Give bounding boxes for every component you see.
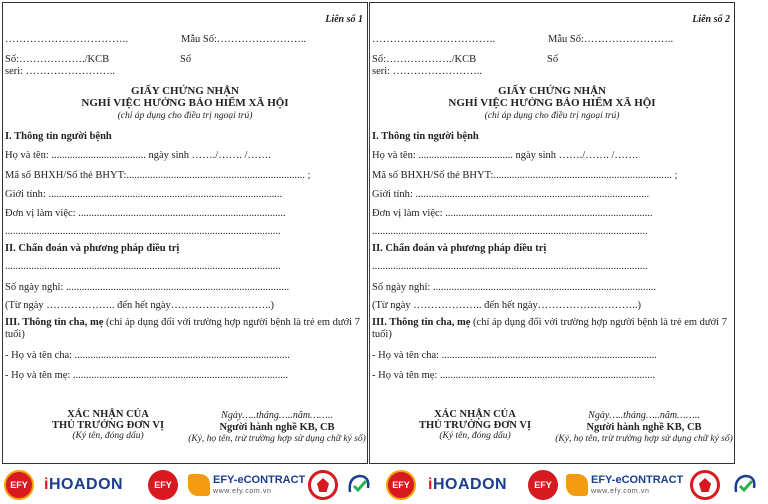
econtract-url: www.efy.com.vn bbox=[213, 488, 272, 495]
section-patient-info: I. Thông tin người bệnh bbox=[5, 131, 112, 142]
unit-head-title: THỦ TRƯỞNG ĐƠN VỊ bbox=[418, 420, 532, 431]
patient-name-field: Họ và tên: .................................... ngày sinh ……./……. /……. bbox=[5, 150, 271, 161]
hoadon-logo-icon bbox=[428, 470, 507, 500]
signature-date: Ngày…..tháng…..năm…….. bbox=[221, 410, 333, 421]
econtract-url: www.efy.com.vn bbox=[591, 488, 650, 495]
leave-period-field: (Từ ngày ……………….. đến hết ngày………………………..) bbox=[372, 300, 642, 311]
face-check-icon bbox=[344, 470, 374, 500]
insurance-number-field: Mã số BHXH/Số thẻ BHYT:.................................................................... ; bbox=[372, 170, 678, 181]
hoadon-text: HOADON bbox=[432, 476, 508, 493]
section-diagnosis: II. Chẩn đoán và phương pháp điều trị bbox=[5, 243, 180, 254]
number-label: Số bbox=[180, 54, 192, 65]
signature-date: Ngày…..tháng…..năm…….. bbox=[588, 410, 700, 421]
workplace-field: Đơn vị làm việc: ............................................................................... bbox=[5, 208, 286, 219]
certificate-subtitle: (chỉ áp dụng cho điều trị ngoại trú) bbox=[117, 111, 253, 121]
kcb-number: Số:………………./KCB bbox=[5, 54, 110, 65]
father-name-field: - Họ và tên cha: .................................................................................. bbox=[372, 350, 657, 361]
diagnosis-field: ......................................................................................................... bbox=[372, 261, 648, 272]
round-emblem-icon bbox=[690, 470, 720, 500]
practitioner-signature bbox=[552, 410, 735, 445]
days-off-field: Số ngày nghỉ: ..................................................................................... bbox=[5, 282, 290, 293]
section-parents-note: (chỉ áp dụng đối với trường hợp người bệnh là trẻ em dưới 7 tuổi) bbox=[5, 317, 360, 340]
gender-field: Giới tính: ......................................................................................... bbox=[372, 189, 650, 200]
certificate-title-line2: NGHỈ VIỆC HƯỞNG BẢO HIỂM XÃ HỘI bbox=[81, 97, 289, 109]
econtract-logo-icon bbox=[188, 470, 305, 500]
form-number: Mẫu Số:…………………….. bbox=[181, 34, 307, 45]
serial-number: seri: …………………….. bbox=[5, 66, 115, 77]
number-label: Số bbox=[547, 54, 559, 65]
face-check-icon bbox=[730, 470, 760, 500]
section-parents-title: III. Thông tin cha, mẹ bbox=[5, 317, 104, 328]
gender-field: Giới tính: ......................................................................................... bbox=[5, 189, 283, 200]
certificate-subtitle: (chỉ áp dụng cho điều trị ngoại trú) bbox=[484, 111, 620, 121]
workplace-field: Đơn vị làm việc: ............................................................................... bbox=[372, 208, 653, 219]
round-emblem-icon bbox=[308, 470, 338, 500]
patient-name-field: Họ và tên: .................................... ngày sinh ……./……. /……. bbox=[372, 150, 638, 161]
copy-label: Liên số 2 bbox=[692, 14, 730, 25]
mother-name-field: - Họ và tên mẹ: .................................................................................. bbox=[5, 370, 289, 381]
unit-head-title: THỦ TRƯỞNG ĐƠN VỊ bbox=[51, 420, 165, 431]
efy-badge: EFY bbox=[386, 470, 416, 500]
efy-plain-badge: EFY bbox=[528, 470, 558, 500]
unit-head-heading: XÁC NHẬN CỦA bbox=[67, 409, 149, 420]
diagnosis-field: ......................................................................................................... bbox=[5, 261, 281, 272]
section-parents bbox=[372, 317, 734, 341]
leave-period-field: (Từ ngày ……………….. đến hết ngày………………………..) bbox=[5, 300, 275, 311]
practitioner-title: Người hành nghề KB, CB bbox=[586, 422, 702, 433]
econtract-name: EFY-eCONTRACT bbox=[213, 474, 306, 486]
unit-head-note: (Ký tên, đóng dấu) bbox=[439, 431, 511, 441]
mother-name-field: - Họ và tên mẹ: .................................................................................. bbox=[372, 370, 656, 381]
efy-circle-icon bbox=[148, 470, 178, 500]
practitioner-note: (Ký, họ tên, trừ trường hợp sử dụng chữ ký số) bbox=[188, 434, 366, 444]
econtract-name: EFY-eCONTRACT bbox=[591, 474, 684, 486]
days-off-field: Số ngày nghỉ: ..................................................................................... bbox=[372, 282, 657, 293]
section-parents bbox=[5, 317, 367, 341]
workplace-continuation: ......................................................................................................... bbox=[372, 226, 648, 237]
econtract-mark-icon bbox=[566, 474, 588, 496]
efy-plain-badge: EFY bbox=[148, 470, 178, 500]
practitioner-title: Người hành nghề KB, CB bbox=[219, 422, 335, 433]
agency-line: …………………………….. bbox=[5, 34, 129, 45]
hoadon-text: HOADON bbox=[48, 476, 124, 493]
unit-head-note: (Ký tên, đóng dấu) bbox=[72, 431, 144, 441]
section-patient-info: I. Thông tin người bệnh bbox=[372, 131, 479, 142]
econtract-mark-icon bbox=[188, 474, 210, 496]
efy-logo-icon bbox=[386, 470, 416, 500]
partner-logo-strip bbox=[0, 466, 768, 504]
workplace-continuation: ......................................................................................................... bbox=[5, 226, 281, 237]
hoadon-i: i bbox=[44, 476, 49, 493]
certificate-title: GIẤY CHỨNG NHẬN bbox=[498, 85, 606, 97]
kcb-number: Số:………………./KCB bbox=[372, 54, 477, 65]
section-parents-note: (chỉ áp dụng đối với trường hợp người bệnh là trẻ em dưới 7 tuổi) bbox=[372, 317, 727, 340]
certificate-sheet-1 bbox=[2, 2, 368, 464]
form-number: Mẫu Số:…………………….. bbox=[548, 34, 674, 45]
copy-label: Liên số 1 bbox=[325, 14, 363, 25]
practitioner-note: (Ký, họ tên, trừ trường hợp sử dụng chữ ký số) bbox=[555, 434, 733, 444]
certificate-title-line2: NGHỈ VIỆC HƯỞNG BẢO HIỂM XÃ HỘI bbox=[448, 97, 656, 109]
practitioner-signature bbox=[185, 410, 368, 445]
hoadon-i: i bbox=[428, 476, 433, 493]
insurance-number-field: Mã số BHXH/Số thẻ BHYT:.................................................................... ; bbox=[5, 170, 311, 181]
efy-circle-icon bbox=[528, 470, 558, 500]
serial-number: seri: …………………….. bbox=[372, 66, 482, 77]
section-parents-title: III. Thông tin cha, mẹ bbox=[372, 317, 471, 328]
section-diagnosis: II. Chẩn đoán và phương pháp điều trị bbox=[372, 243, 547, 254]
father-name-field: - Họ và tên cha: .................................................................................. bbox=[5, 350, 290, 361]
certificate-sheet-2 bbox=[369, 2, 735, 464]
agency-line: …………………………….. bbox=[372, 34, 496, 45]
unit-head-heading: XÁC NHẬN CỦA bbox=[434, 409, 516, 420]
unit-head-signature bbox=[416, 409, 534, 442]
certificate-title: GIẤY CHỨNG NHẬN bbox=[131, 85, 239, 97]
unit-head-signature bbox=[49, 409, 167, 442]
efy-badge: EFY bbox=[4, 470, 34, 500]
econtract-logo-icon bbox=[566, 470, 683, 500]
efy-logo-icon bbox=[4, 470, 34, 500]
hoadon-logo-icon bbox=[44, 470, 123, 500]
